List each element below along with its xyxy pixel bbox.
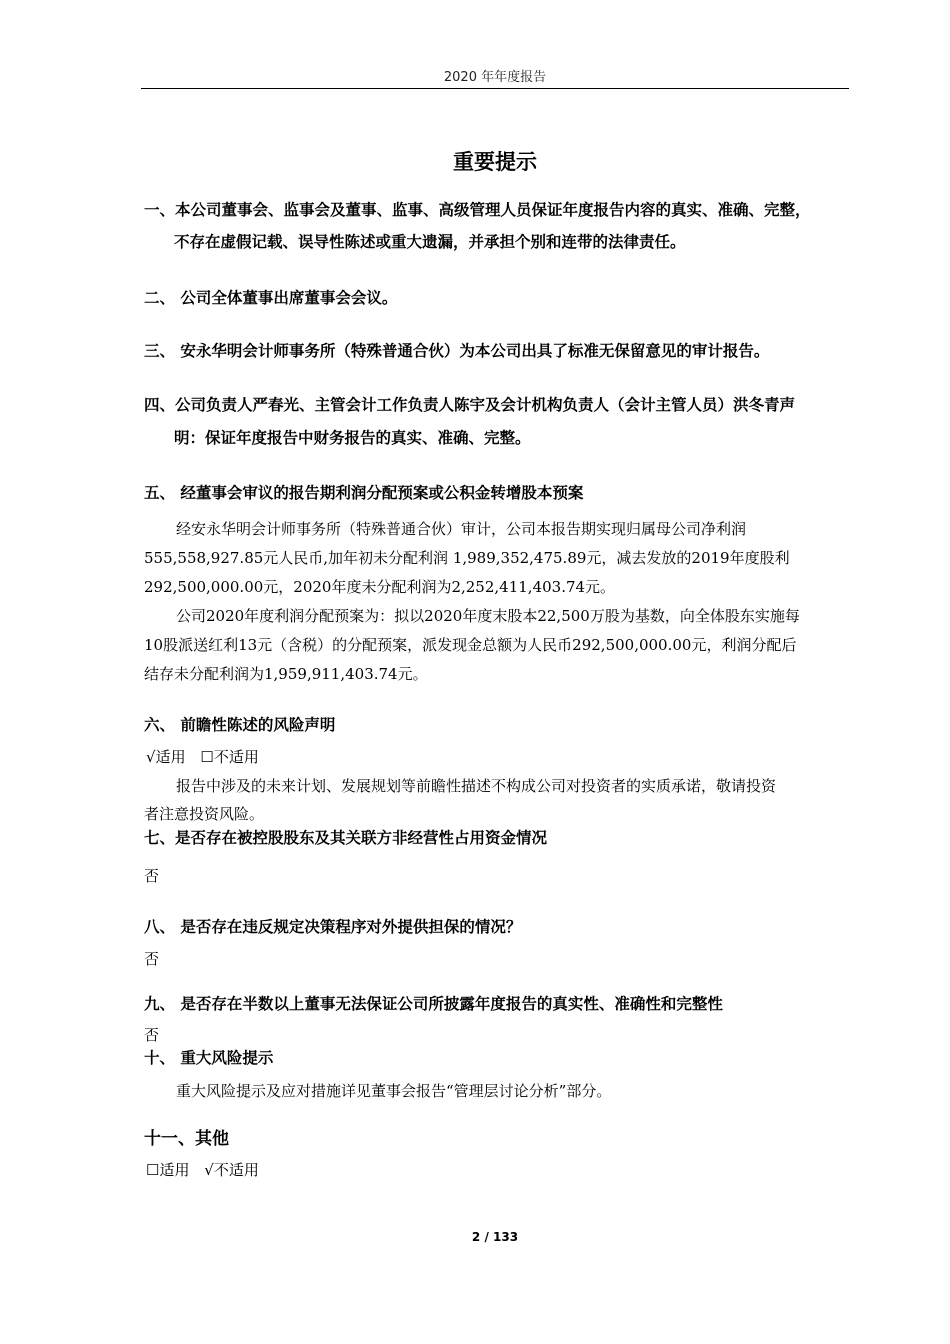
checked-icon: √: [146, 748, 156, 766]
section-6-options: [146, 746, 259, 767]
section-3: 三、 安永华明会计师事务所（特殊普通合伙）为本公司出具了标准无保留意见的审计报告。: [144, 342, 770, 360]
page-number: 2 / 133: [471, 1230, 519, 1244]
section-8-heading: 八、 是否存在违反规定决策程序对外提供担保的情况？: [144, 918, 522, 936]
section-6-p-line: 者注意投资风险。: [144, 805, 265, 823]
unchecked-box-icon: ☐: [200, 748, 214, 766]
option-label: 不适用: [213, 748, 259, 766]
section-1-line-1: 一、本公司董事会、监事会及董事、监事、高级管理人员保证年度报告内容的真实、准确、完整，: [144, 201, 811, 219]
section-11-options: [146, 1159, 259, 1180]
section-8-answer: 否: [144, 950, 160, 968]
section-11-heading: 十一、其他: [144, 1129, 229, 1149]
section-5-p1-line: 经安永华明会计师事务所（特殊普通合伙）审计，公司本报告期实现归属母公司净利润: [176, 520, 747, 538]
section-7-heading: 七、是否存在被控股股东及其关联方非经营性占用资金情况: [144, 829, 548, 847]
section-6-p-line: 报告中涉及的未来计划、发展规划等前瞻性描述不构成公司对投资者的实质承诺，敬请投资: [176, 777, 777, 795]
section-4-line-1: 四、公司负责人严春光、主管会计工作负责人陈宇及会计机构负责人（会计主管人员）洪冬青声: [144, 396, 796, 414]
option-label: 不适用: [213, 1161, 259, 1179]
section-5-p1-line: 555,558,927.85元人民币,加年初未分配利润 1,989,352,475.89元，减去发放的2019年度股利: [144, 549, 790, 567]
page-title: 重要提示: [453, 150, 537, 174]
section-10-paragraph: 重大风险提示及应对措施详见董事会报告“管理层讨论分析”部分。: [176, 1082, 612, 1100]
section-7-answer: 否: [144, 867, 160, 885]
section-5-p2-line: 10股派送红利13元（含税）的分配预案，派发现金总额为人民币292,500,000.00元，利润分配后: [144, 636, 797, 654]
header-rule: [141, 88, 849, 89]
section-10-heading: 十、 重大风险提示: [144, 1049, 274, 1067]
unchecked-box-icon: ☐: [146, 1161, 160, 1179]
section-2: 二、 公司全体董事出席董事会会议。: [144, 289, 398, 307]
section-5-p1-line: 292,500,000.00元，2020年度未分配利润为2,252,411,403.74元。: [144, 578, 616, 596]
section-6-heading: 六、 前瞻性陈述的风险声明: [144, 716, 336, 734]
section-5-p2-line: 结存未分配利润为1,959,911,403.74元。: [144, 665, 428, 683]
section-4-line-2: 明：保证年度报告中财务报告的真实、准确、完整。: [174, 429, 531, 447]
section-9-answer: 否: [144, 1026, 160, 1044]
option-label: 适用: [159, 1161, 190, 1179]
section-5-heading: 五、 经董事会审议的报告期利润分配预案或公积金转增股本预案: [144, 484, 584, 502]
option-label: 适用: [155, 748, 186, 766]
running-header: 2020 年年度报告: [443, 70, 547, 85]
section-1-line-2: 不存在虚假记载、误导性陈述或重大遗漏，并承担个别和连带的法律责任。: [174, 233, 686, 251]
checked-icon: √: [204, 1161, 214, 1179]
section-9-heading: 九、 是否存在半数以上董事无法保证公司所披露年度报告的真实性、准确性和完整性: [144, 995, 723, 1013]
section-5-p2-line: 公司2020年度利润分配预案为：拟以2020年度末股本22,500万股为基数，向全体股东实施每: [176, 607, 800, 625]
